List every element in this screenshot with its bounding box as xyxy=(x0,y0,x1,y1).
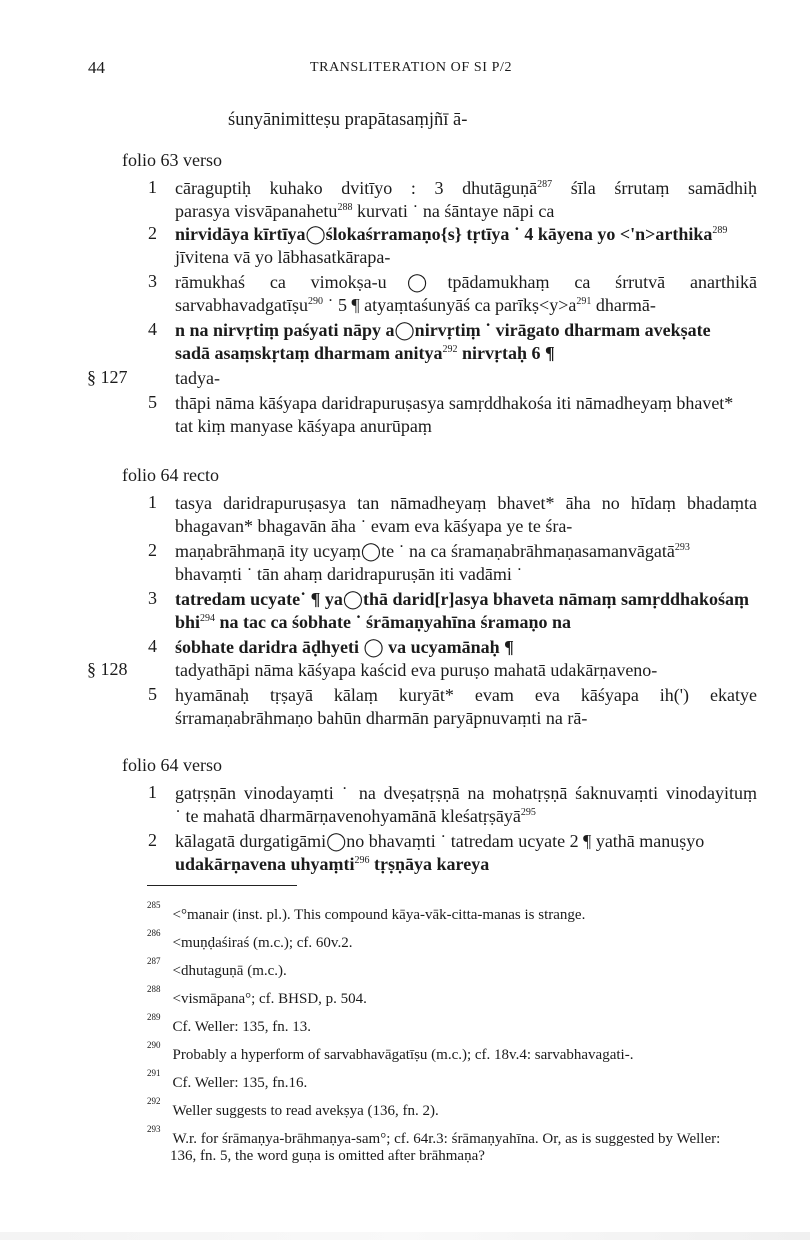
line-number: 5 xyxy=(148,684,157,704)
folio-heading: folio 63 verso xyxy=(122,150,222,170)
text-line: thāpi nāma kāśyapa daridrapuruṣasya samṛddhakośa iti nāmadheyaṃ bhavet* xyxy=(175,393,734,413)
line-number: 2 xyxy=(148,830,157,850)
line-number: 1 xyxy=(148,492,157,512)
text-line: śobhate daridra āḍhyeti ◯ va ucyamānaḥ ¶ xyxy=(175,637,514,657)
footnote: $^{292}$Weller suggests to read avekṣya (136, fn. 2). xyxy=(147,1096,439,1119)
text-line: cāraguptiḥ kuhako dvitīyo : 3 dhutāguṇā$^{287}$ śīla śrrutaṃ samādhiḥ xyxy=(175,178,758,198)
text-line: sadā asaṃskṛtaṃ dharmam anitya$^{292}$ nirvṛtaḥ 6 ¶ xyxy=(175,343,555,363)
line-number: 1 xyxy=(148,782,157,802)
text-line: tasya daridrapuruṣasya tan nāmadheyaṃ bhavet* āha no hīdaṃ bhadaṃta xyxy=(175,493,757,513)
text-line: hyamānaḥ tṛṣayā kālaṃ kuryāt* evam eva kāśyapa ih(') ekatye xyxy=(175,685,757,705)
line-number: 3 xyxy=(148,271,157,291)
footnote: $^{293}$W.r. for śrāmaṇya-brāhmaṇya-sam°; cf. 64r.3: śrāmaṇyahīna. Or, as is suggested by Weller: xyxy=(147,1124,721,1147)
text-line: sarvabhavadgatīṣu$^{290}$ ˙ 5 ¶ atyaṃtaśunyāś ca $parīkṣ<y>a^{291}$ dharmā- xyxy=(175,295,656,315)
text-line: rāmukhaś ca vimokṣa-u◯tpādamukhaṃ ca śrrutvā anarthikā xyxy=(175,272,757,292)
intro-line: śunyānimitteṣu prapātasaṃjñī ā- xyxy=(228,110,468,130)
text-line: ˙ te mahatā dharmārṇavenohyamānā kleśatṛṣāyā$^{295}$ xyxy=(175,806,536,826)
footnote-rule xyxy=(147,885,297,886)
page-number: 44 xyxy=(88,58,105,77)
section-marker: § 127 xyxy=(87,367,128,387)
text-line: jīvitena vā yo lābhasatkārapa- xyxy=(175,247,391,267)
line-number: 5 xyxy=(148,392,157,412)
text-line: udakārṇavena uhyaṃti$^{296}$ tṛṣṇāya kareya xyxy=(175,854,490,874)
running-title: TRANSLITERATION OF SI P/2 xyxy=(310,60,513,75)
text-line: maṇabrāhmaṇā ity ucyaṃ◯te ˙ na ca śramaṇabrāhmaṇasamanvāgatā$^{293}$ xyxy=(175,541,690,561)
line-number: 2 xyxy=(148,540,157,560)
line-number: 4 xyxy=(148,636,157,656)
scan-edge xyxy=(0,1232,810,1240)
text-line: parasya visvāpanahetu$^{288}$ kurvati ˙ na śāntaye nāpi ca xyxy=(175,201,555,221)
footnote: $^{290}$Probably a hyperform of sarvabhavāgatīṣu (m.c.); cf. 18v.4: sarvabhavagati-. xyxy=(147,1040,634,1063)
footnote-continuation: 136, fn. 5, the word guṇa is omitted after brāhmaṇa? xyxy=(170,1148,485,1164)
line-number: 4 xyxy=(148,319,157,339)
line-number: 2 xyxy=(148,223,157,243)
text-line: kālagatā durgatigāmi◯no bhavaṃti ˙ tatredam ucyate 2 ¶ yathā manuṣyo xyxy=(175,831,705,851)
folio-heading: folio 64 verso xyxy=(122,755,222,775)
footnote: $^{291}$Cf. Weller: 135, fn.16. xyxy=(147,1068,308,1091)
text-line: bhavaṃti ˙ tān ahaṃ daridrapuruṣān iti vadāmi ˙ xyxy=(175,564,523,584)
section-marker: § 128 xyxy=(87,659,128,679)
text-line: bhagavan* bhagavān āha ˙ evam eva kāśyapa ye te śra- xyxy=(175,516,573,536)
footnote: $^{288}$<vismāpana°; cf. BHSD, p. 504. xyxy=(147,984,367,1007)
text-line: bhi$^{294}$ na tac ca śobhate ˙ śrāmaṇyahīna śramaṇo na xyxy=(175,612,572,632)
footnote: $^{287}$<dhutaguṇā (m.c.). xyxy=(147,956,287,979)
text-line: n na nirvṛtiṃ paśyati nāpy a◯nirvṛtiṃ ˙ virāgato dharmam avekṣate xyxy=(175,320,711,340)
text-line: nirvidāya kīrtīya◯ślokaśrramaṇo{s} tṛtīya ˙ 4 kāyena yo <'n>arthika$^{289}$ xyxy=(175,224,728,244)
footnote: $^{285}$<°manair (inst. pl.). This compound kāya-vāk-citta-manas is strange. xyxy=(147,900,586,923)
text-line: tadya- xyxy=(175,368,220,388)
text-line: tadyathāpi nāma kāśyapa kaścid eva puruṣo mahatā udakārṇaveno- xyxy=(175,660,658,680)
footnote: $^{286}$<muṇḍaśiraś (m.c.); cf. 60v.2. xyxy=(147,928,353,951)
text-line: tatredam ucyate˙ ¶ ya◯thā darid[r]asya bhaveta nāmaṃ samṛddhakośaṃ xyxy=(175,589,750,609)
line-number: 1 xyxy=(148,177,157,197)
text-line: tat kiṃ manyase kāśyapa anurūpaṃ xyxy=(175,416,432,436)
text-line: śrramaṇabrāhmaṇo bahūn dharmān paryāpnuvaṃti na rā- xyxy=(175,708,588,728)
line-number: 3 xyxy=(148,588,157,608)
text-line: gatṛṣṇān vinodayaṃti ˙ na dveṣatṛṣṇā na mohatṛṣṇā śaknuvaṃti vinodayituṃ xyxy=(175,783,757,803)
folio-heading: folio 64 recto xyxy=(122,465,219,485)
footnote: $^{289}$Cf. Weller: 135, fn. 13. xyxy=(147,1012,311,1035)
